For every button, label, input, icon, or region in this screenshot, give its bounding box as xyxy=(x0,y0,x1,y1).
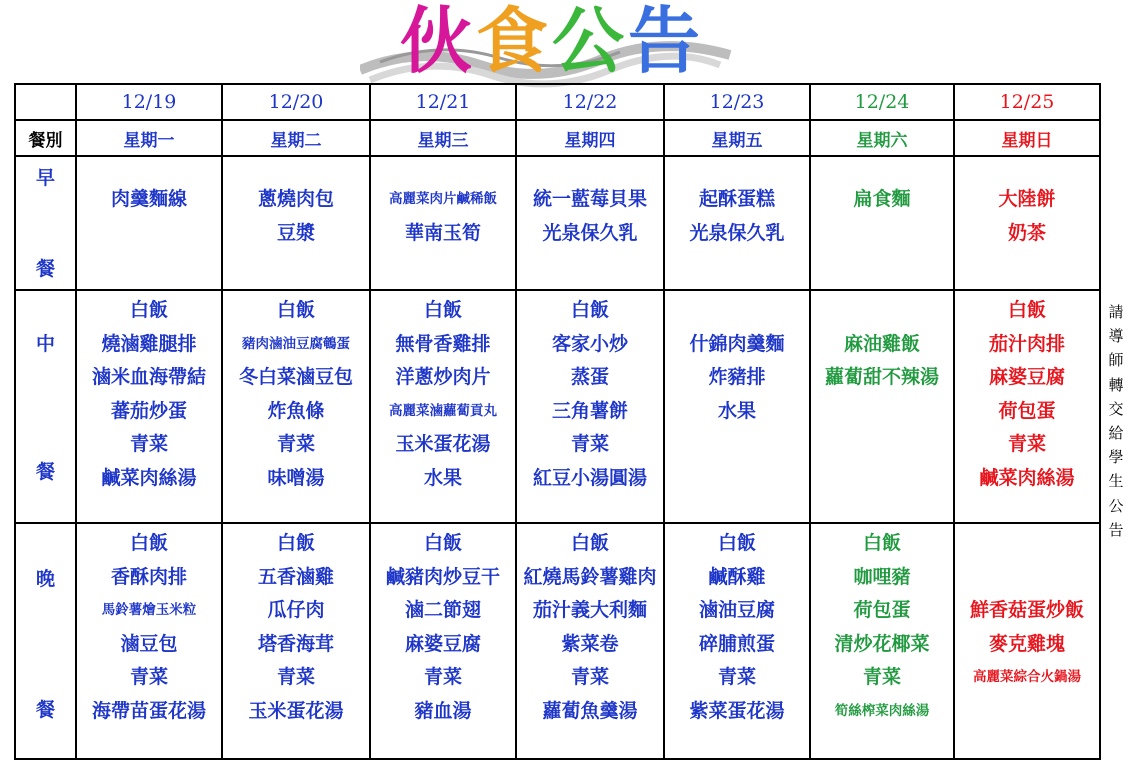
menu-item: 白飯 xyxy=(129,299,168,321)
menu-item: 燒滷雞腿排 xyxy=(101,332,197,355)
corner-cell xyxy=(15,84,76,120)
menu-cell xyxy=(76,523,222,759)
title-char-4: 告 xyxy=(628,0,705,83)
menu-item: 白飯 xyxy=(276,532,315,554)
menu-cell xyxy=(954,523,1100,759)
menu-item: 咖哩豬 xyxy=(853,565,911,588)
menu-item: 蒸蛋 xyxy=(570,366,609,388)
menu-item: 起酥蛋糕 xyxy=(698,188,775,210)
menu-item: 鮮香菇蛋炒飯 xyxy=(969,599,1084,621)
menu-item: 什錦肉羹麵 xyxy=(689,332,785,355)
date-cell: 12/25 xyxy=(954,84,1100,120)
menu-item: 炸魚條 xyxy=(267,399,325,422)
menu-item: 青菜 xyxy=(570,666,609,688)
menu-item: 蘿蔔魚羹湯 xyxy=(542,699,638,722)
menu-item: 華南玉筍 xyxy=(404,221,481,244)
menu-cell xyxy=(222,290,370,523)
menu-item: 蘿蔔甜不辣湯 xyxy=(824,366,939,388)
menu-cell xyxy=(664,156,810,290)
menu-item: 青菜 xyxy=(570,433,609,455)
menu-item: 紫菜卷 xyxy=(561,632,619,655)
menu-item: 鹹菜肉絲湯 xyxy=(101,466,197,489)
menu-item: 白飯 xyxy=(570,532,609,554)
menu-item: 青菜 xyxy=(423,666,462,688)
weekday-cell: 星期四 xyxy=(516,120,664,156)
menu-item: 麻油雞飯 xyxy=(843,332,920,355)
menu-item: 麥克雞塊 xyxy=(988,632,1065,655)
menu-item xyxy=(1024,527,1031,561)
menu-item: 白飯 xyxy=(862,532,901,554)
menu-item: 馬鈴薯燴玉米粒 xyxy=(101,602,197,618)
menu-item: 水果 xyxy=(423,466,462,489)
menu-item xyxy=(1024,561,1031,595)
menu-item: 無骨香雞排 xyxy=(395,332,491,355)
breakfast-label: 早 餐 xyxy=(15,156,76,290)
menu-item: 大陸餅 xyxy=(998,188,1056,210)
weekday-row xyxy=(15,120,1100,156)
menu-item: 香酥肉排 xyxy=(110,565,187,588)
title-banner xyxy=(360,0,780,90)
menu-item: 滷豆包 xyxy=(120,632,178,655)
menu-item: 鹹菜肉絲湯 xyxy=(979,466,1075,489)
weekday-cell: 星期六 xyxy=(810,120,954,156)
menu-table xyxy=(14,83,1101,760)
menu-item: 玉米蛋花湯 xyxy=(248,699,344,722)
menu-item: 青菜 xyxy=(276,433,315,455)
menu-cell xyxy=(810,290,954,523)
weekday-cell: 星期五 xyxy=(664,120,810,156)
menu-item: 高麗菜綜合火鍋湯 xyxy=(973,669,1081,685)
menu-item: 瓜仔肉 xyxy=(267,599,325,621)
date-row xyxy=(15,84,1100,120)
menu-item: 白飯 xyxy=(276,299,315,321)
menu-cell xyxy=(516,523,664,759)
menu-item: 青菜 xyxy=(717,666,756,688)
menu-cell xyxy=(370,523,516,759)
menu-item: 豆漿 xyxy=(276,221,315,244)
menu-item: 塔香海茸 xyxy=(257,632,334,655)
menu-item: 碎脯煎蛋 xyxy=(698,632,775,655)
menu-cell xyxy=(76,156,222,290)
date-cell: 12/23 xyxy=(664,84,810,120)
menu-item: 冬白菜滷豆包 xyxy=(238,366,353,388)
menu-item: 紅豆小湯圓湯 xyxy=(532,466,647,489)
date-cell: 12/24 xyxy=(810,84,954,120)
menu-item: 豬血湯 xyxy=(414,699,472,722)
menu-item: 白飯 xyxy=(1007,299,1046,321)
menu-cell xyxy=(664,290,810,523)
menu-cell xyxy=(516,290,664,523)
menu-item: 光泉保久乳 xyxy=(542,221,638,244)
menu-item: 青菜 xyxy=(1007,433,1046,455)
menu-item: 滷二節翅 xyxy=(404,599,481,621)
menu-item: 蔥燒肉包 xyxy=(257,188,334,210)
menu-item: 鹹豬肉炒豆干 xyxy=(385,565,500,588)
menu-item: 白飯 xyxy=(570,299,609,321)
menu-cell xyxy=(810,156,954,290)
weekday-cell: 星期一 xyxy=(76,120,222,156)
menu-item: 麻婆豆腐 xyxy=(988,366,1065,388)
menu-item: 三角薯餅 xyxy=(551,399,628,422)
menu-item: 荷包蛋 xyxy=(998,399,1056,422)
date-cell: 12/21 xyxy=(370,84,516,120)
breakfast-row xyxy=(15,156,1100,290)
weekday-cell: 星期三 xyxy=(370,120,516,156)
menu-item: 蕃茄炒蛋 xyxy=(110,399,187,422)
menu-item: 青菜 xyxy=(129,433,168,455)
date-cell: 12/19 xyxy=(76,84,222,120)
menu-cell xyxy=(664,523,810,759)
menu-item: 紅燒馬鈴薯雞肉 xyxy=(523,565,657,588)
menu-item: 豬肉滷油豆腐鵪蛋 xyxy=(242,335,350,352)
menu-item: 海帶苗蛋花湯 xyxy=(91,699,206,722)
menu-item: 高麗菜肉片鹹稀飯 xyxy=(389,191,497,207)
menu-cell xyxy=(222,156,370,290)
menu-cell xyxy=(222,523,370,759)
menu-item: 味噌湯 xyxy=(267,466,325,489)
title-char-3: 公 xyxy=(552,0,629,83)
title-char-2: 食 xyxy=(476,0,553,83)
menu-item: 紫菜蛋花湯 xyxy=(689,699,785,722)
menu-cell xyxy=(370,156,516,290)
menu-item: 青菜 xyxy=(276,666,315,688)
menu-item: 白飯 xyxy=(423,299,462,321)
dinner-row xyxy=(15,523,1100,759)
date-cell: 12/22 xyxy=(516,84,664,120)
menu-item: 滷米血海帶結 xyxy=(91,366,206,388)
lunch-label: 中 餐 xyxy=(15,290,76,523)
menu-item xyxy=(734,294,741,328)
menu-item: 滷油豆腐 xyxy=(698,599,775,621)
menu-item: 清炒花椰菜 xyxy=(834,632,930,655)
menu-item: 五香滷雞 xyxy=(257,565,334,588)
weekday-cell: 星期日 xyxy=(954,120,1100,156)
date-cell: 12/20 xyxy=(222,84,370,120)
menu-item: 茄汁肉排 xyxy=(988,332,1065,355)
menu-item: 白飯 xyxy=(129,532,168,554)
menu-cell xyxy=(516,156,664,290)
side-note-vertical: 請 導 師 轉 交 給 學 生 公 告 xyxy=(1108,303,1124,539)
menu-cell xyxy=(810,523,954,759)
page-title xyxy=(400,0,704,86)
menu-item: 客家小炒 xyxy=(551,332,628,355)
menu-item: 高麗菜滷蘿蔔貢丸 xyxy=(389,402,497,419)
menu-item: 青菜 xyxy=(129,666,168,688)
meal-type-header: 餐別 xyxy=(15,120,76,156)
menu-item: 奶茶 xyxy=(1007,221,1046,244)
title-char-1: 伙 xyxy=(400,0,477,83)
menu-item: 荷包蛋 xyxy=(853,599,911,621)
weekday-cell: 星期二 xyxy=(222,120,370,156)
menu-item: 統一藍莓貝果 xyxy=(532,188,647,210)
menu-item: 麻婆豆腐 xyxy=(404,632,481,655)
menu-item: 水果 xyxy=(717,399,756,422)
menu-item: 肉羹麵線 xyxy=(110,188,187,210)
menu-item: 筍絲榨菜肉絲湯 xyxy=(834,702,930,719)
menu-item: 茄汁義大利麵 xyxy=(532,599,647,621)
menu-item: 白飯 xyxy=(717,532,756,554)
menu-item xyxy=(879,294,886,328)
menu-cell xyxy=(954,290,1100,523)
menu-item: 炸豬排 xyxy=(708,366,766,388)
menu-cell xyxy=(954,156,1100,290)
menu-item: 玉米蛋花湯 xyxy=(395,433,491,455)
menu-item: 白飯 xyxy=(423,532,462,554)
menu-item: 洋蔥炒肉片 xyxy=(395,366,491,388)
menu-item: 扁食麵 xyxy=(853,188,911,210)
menu-item: 鹹酥雞 xyxy=(708,565,766,588)
menu-item: 青菜 xyxy=(862,666,901,688)
menu-item: 光泉保久乳 xyxy=(689,221,785,244)
dinner-label: 晚 餐 xyxy=(15,523,76,759)
lunch-row xyxy=(15,290,1100,523)
menu-cell xyxy=(76,290,222,523)
menu-cell xyxy=(370,290,516,523)
